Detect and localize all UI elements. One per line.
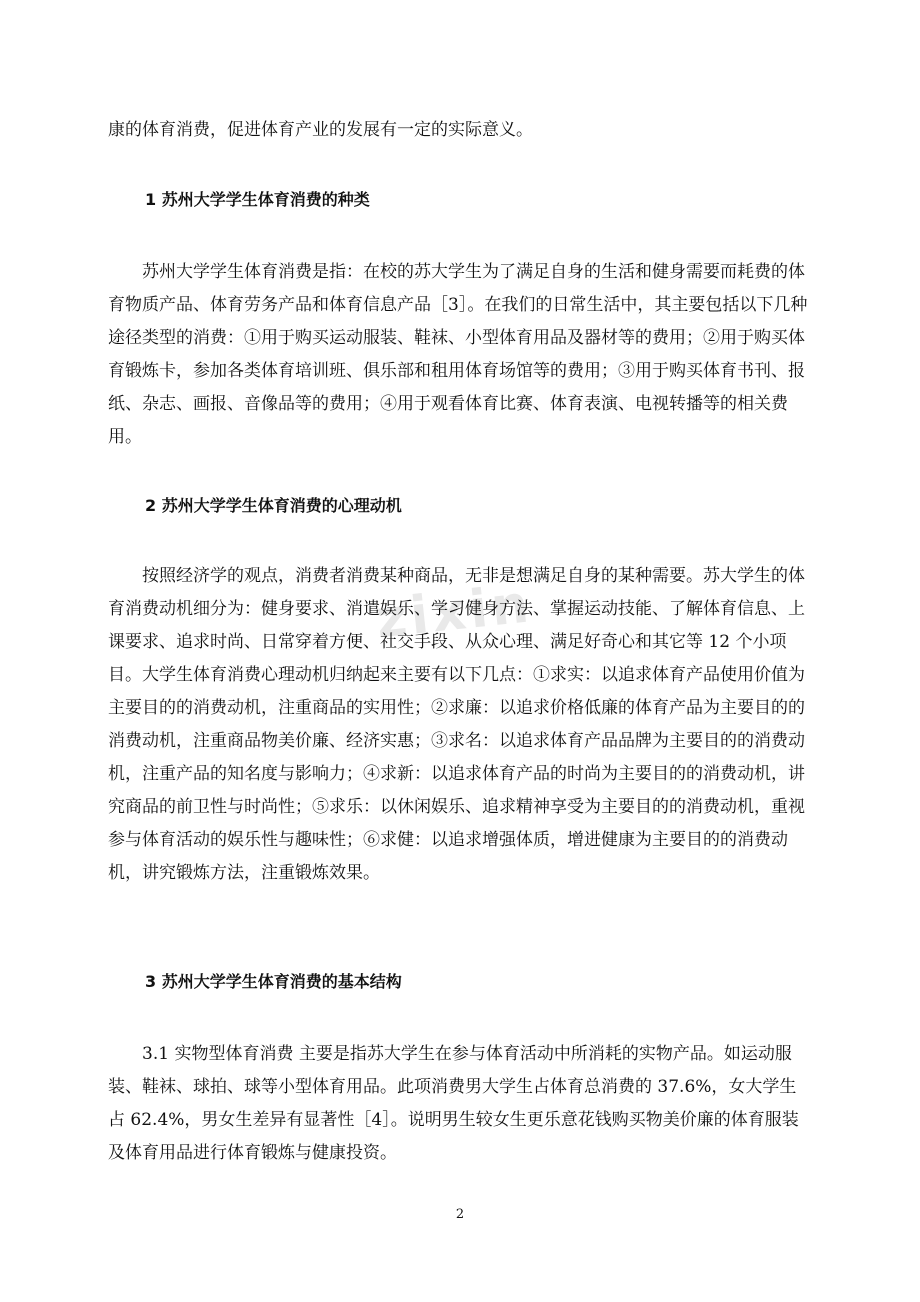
section-heading-1: 1 苏州大学学生体育消费的种类: [145, 190, 370, 209]
paragraph-section-2: 按照经济学的观点，消费者消费某种商品，无非是想满足自身的某种需要。苏大学生的体育消费动机细分为：健身要求、消遣娱乐、学习健身方法、掌握运动技能、了解体育信息、上课要求、追求时尚、日常穿着方便、社交手段、从众心理、满足好奇心和其它等 12 个小项目。大学生体育消费心理动机归纳起来主要有以下几点：①求实：以追求体育产品使用价值为主要目的的消费动机，注重商品的实用性；②求廉：以追求价格低廉的体育产品为主要目的的消费动机，注重商品物美价廉、经济实惠；③求名：以追求体育产品品牌为主要目的的消费动机，注重产品的知名度与影响力；④求新：以追求体育产品的时尚为主要目的的消费动机，讲究商品的前卫性与时尚性；⑤求乐：以休闲娱乐、追求精神享受为主要目的的消费动机，重视参与体育活动的娱乐性与趣味性；⑥求健：以追求增强体质，增进健康为主要目的的消费动机，讲究锻炼方法，注重锻炼效果。: [108, 566, 805, 883]
section-heading-2: 2 苏州大学学生体育消费的心理动机: [145, 496, 402, 515]
paragraph-intro-tail: 康的体育消费，促进体育产业的发展有一定的实际意义。: [108, 120, 533, 140]
watermark: zixin: [373, 574, 536, 651]
paragraph-section-1: 苏州大学学生体育消费是指：在校的苏大学生为了满足自身的生活和健身需要而耗费的体育物质产品、体育劳务产品和体育信息产品［3］。在我们的日常生活中，其主要包括以下几种途径类型的消费：①用于购买运动服装、鞋袜、小型体育用品及器材等的费用；②用于购买体育锻炼卡，参加各类体育培训班、俱乐部和租用体育场馆等的费用；③用于购买体育书刊、报纸、杂志、画报、音像品等的费用；④用于观看体育比赛、体育表演、电视转播等的相关费用。: [108, 262, 808, 447]
paragraph-section-3-1: 3.1 实物型体育消费 主要是指苏大学生在参与体育活动中所消耗的实物产品。如运动服装、鞋袜、球拍、球等小型体育用品。此项消费男大学生占体育总消费的 37.6%，女大学生占 62.4%，男女生差异有显著性［4］。说明男生较女生更乐意花钱购买物美价廉的体育服装及体育用品进行体育锻炼与健康投资。: [108, 1044, 799, 1163]
section-heading-3: 3 苏州大学学生体育消费的基本结构: [145, 972, 402, 991]
page-number: 2: [455, 1207, 465, 1222]
